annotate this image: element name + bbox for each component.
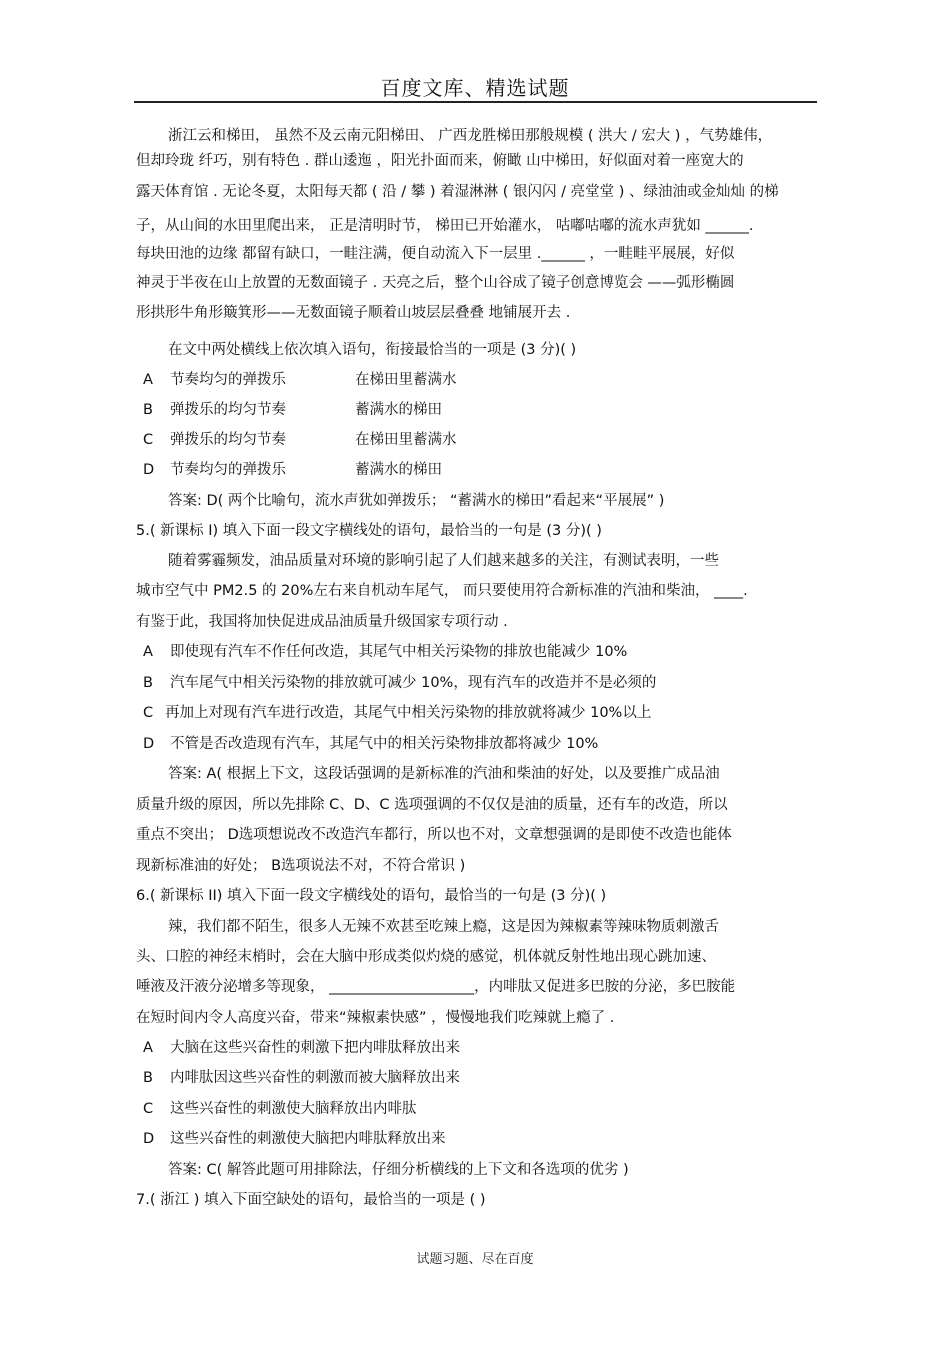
- passage1-line: 露天体育馆 . 无论冬夏，太阳每天都 ( 沿 / 攀 ) 着湿淋淋 ( 银闪闪 / 亮堂堂 ) 、绿油油或金灿灿 的梯: [136, 184, 779, 200]
- answer-text: 答案: C( 解答此题可用排除法，仔细分析横线的上下文和各选项的优劣 ): [168, 1162, 629, 1178]
- option-label: B: [143, 675, 153, 691]
- option-label: D: [143, 1131, 155, 1147]
- option-label: B: [143, 1070, 153, 1086]
- passage1-line: 形拱形牛角形簸箕形——无数面镜子顺着山坡层层叠叠 地铺展开去 .: [136, 305, 571, 321]
- option-text-b: 蓄满水的梯田: [355, 462, 442, 478]
- option-label: C: [143, 705, 154, 721]
- answer-text: 答案: D( 两个比喻句，流水声犹如弹拨乐； “蓄满水的梯田”看起来“平展展” ): [168, 493, 665, 509]
- option-text-b: 蓄满水的梯田: [355, 402, 442, 418]
- option-text-a: 节奏均匀的弹拨乐: [170, 462, 286, 478]
- passage1-line: 浙江云和梯田， 虽然不及云南元阳梯田、 广西龙胜梯田那般规模 ( 洪大 / 宏大 ) ，气势雄伟，: [168, 128, 773, 144]
- option-text: 这些兴奋性的刺激使大脑把内啡肽释放出来: [170, 1131, 446, 1147]
- option-text: 不管是否改造现有汽车，其尾气中的相关污染物排放都将减少 10%: [170, 736, 599, 752]
- option-text-b: 在梯田里蓄满水: [355, 372, 457, 388]
- option-label: A: [143, 372, 153, 388]
- option-label: B: [143, 402, 153, 418]
- answer-text: 现新标准油的好处； B选项说法不对，不符合常识 ): [136, 858, 466, 874]
- passage1-line: 神灵于半夜在山上放置的无数面镜子 . 天亮之后，整个山谷成了镜子创意博览会 ——弧形椭圆: [136, 275, 735, 291]
- option-label: C: [143, 1101, 154, 1117]
- option-text-a: 弹拨乐的均匀节奏: [170, 402, 286, 418]
- option-text-a: 节奏均匀的弹拨乐: [170, 372, 286, 388]
- question-stem: 7.( 浙江 ) 填入下面空缺处的语句，最恰当的一项是 ( ): [136, 1192, 486, 1208]
- option-text: 汽车尾气中相关污染物的排放就可减少 10%，现有汽车的改造并不是必须的: [170, 675, 657, 691]
- option-text: 大脑在这些兴奋性的刺激下把内啡肽释放出来: [170, 1040, 460, 1056]
- header-divider: [134, 101, 817, 103]
- option-text-b: 在梯田里蓄满水: [355, 432, 457, 448]
- passage-line: 唾液及汗液分泌增多等现象， ____________________，内啡肽又促进多巴胺的分泌，多巴胺能: [136, 979, 736, 995]
- option-label: A: [143, 644, 153, 660]
- option-label: D: [143, 462, 155, 478]
- page-footer: 试题习题、尽在百度: [416, 1252, 534, 1267]
- answer-text: 答案: A( 根据上下文，这段话强调的是新标准的汽油和柴油的好处，以及要推广成品油: [168, 766, 720, 782]
- question-stem: 5.( 新课标 I) 填入下面一段文字横线处的语句，最恰当的一句是 (3 分)( ): [136, 523, 602, 539]
- page-header-title: 百度文库、精选试题: [380, 76, 570, 100]
- passage-line: 城市空气中 PM2.5 的 20%左右来自机动车尾气， 而只要使用符合新标准的汽油和柴油， ____.: [136, 583, 748, 599]
- option-text-a: 弹拨乐的均匀节奏: [170, 432, 286, 448]
- question-stem: 在文中两处横线上依次填入语句，衔接最恰当的一项是 (3 分)( ): [168, 342, 577, 358]
- option-text: 即使现有汽车不作任何改造，其尾气中相关污染物的排放也能减少 10%: [170, 644, 628, 660]
- option-label: A: [143, 1040, 153, 1056]
- answer-text: 重点不突出； D选项想说改不改造汽车都行，所以也不对，文章想强调的是即使不改造也能体: [136, 827, 732, 843]
- passage1-line: 但却玲珑 纤巧，别有特色 . 群山逶迤 ，阳光扑面而来，俯瞰 山中梯田，好似面对着一座宽大的: [136, 153, 744, 169]
- option-text: 内啡肽因这些兴奋性的刺激而被大脑释放出来: [170, 1070, 460, 1086]
- passage-line: 在短时间内令人高度兴奋，带来“辣椒素快感” ，慢慢地我们吃辣就上瘾了 .: [136, 1010, 615, 1026]
- passage-line: 头、口腔的神经末梢时，会在大脑中形成类似灼烧的感觉，机体就反射性地出现心跳加速、: [136, 949, 716, 965]
- question-stem: 6.( 新课标 II) 填入下面一段文字横线处的语句，最恰当的一句是 (3 分)( ): [136, 888, 607, 904]
- passage-line: 随着雾霾频发，油品质量对环境的影响引起了人们越来越多的关注，有测试表明，一些: [168, 553, 719, 569]
- passage1-line: 子，从山间的水田里爬出来， 正是清明时节， 梯田已开始灌水， 咕嘟咕嘟的流水声犹如 ______.: [136, 218, 754, 234]
- passage1-line: 每块田池的边缘 都留有缺口，一畦注满，便自动流入下一层里 .______ ，一畦畦平展展，好似: [136, 246, 735, 262]
- option-label: D: [143, 736, 155, 752]
- option-text: 这些兴奋性的刺激使大脑释放出内啡肽: [170, 1101, 417, 1117]
- option-text: 再加上对现有汽车进行改造，其尾气中相关污染物的排放就将减少 10%以上: [165, 705, 652, 721]
- passage-line: 辣，我们都不陌生，很多人无辣不欢甚至吃辣上瘾，这是因为辣椒素等辣味物质刺激舌: [168, 919, 719, 935]
- passage-line: 有鉴于此，我国将加快促进成品油质量升级国家专项行动 .: [136, 614, 508, 630]
- answer-text: 质量升级的原因，所以先排除 C、D、C 选项强调的不仅仅是油的质量，还有车的改造，所以: [136, 797, 728, 813]
- option-label: C: [143, 432, 154, 448]
